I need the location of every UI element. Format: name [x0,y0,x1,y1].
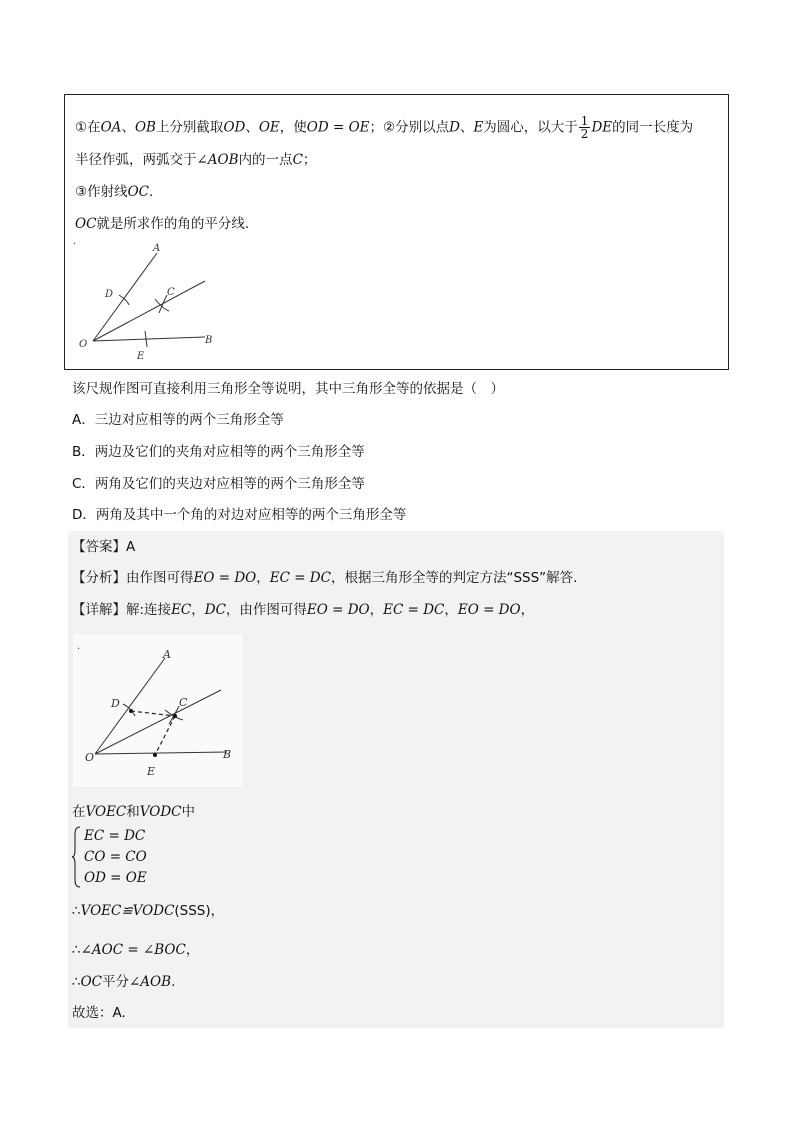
arc-C2 [159,295,167,313]
label-E: E [147,765,156,778]
math-DE: DE [591,119,613,136]
text-segment: ①在 [75,119,101,136]
text-segment: 半径作弧，两弧交于 [75,152,197,168]
math-triangle-OEC: VOEC [85,804,127,820]
text-segment: 平分 [102,974,129,990]
system-eq-2: CO = CO [84,849,147,865]
label-A: A [163,648,171,661]
conclusion-bisector [72,973,175,991]
math-equation: EC = DC [269,570,331,586]
label-E: E [137,351,145,362]
construction-box [64,94,729,370]
math-OA: OA [100,119,122,136]
step-line-3 [75,183,153,201]
answer-line [72,538,135,556]
left-brace-icon [72,826,82,888]
construction-figure [71,237,231,363]
text-segment: ；②分别以点 [369,119,450,136]
text-segment: ， [520,602,535,618]
text-segment: ， [369,602,384,618]
math-EC: EC [171,602,192,618]
text-segment: 内的一点 [238,152,293,168]
math-equation: EO = DO [306,602,370,618]
fraction-numerator: 1 [580,114,589,128]
text-segment: ， [444,602,458,618]
math-OC: OC [127,184,150,200]
label-O: O [79,339,88,350]
in-triangles-line [72,803,195,821]
step-line-1 [75,115,693,140]
text-segment: 上分别截取 [155,119,224,136]
math-OC: OC [80,974,102,990]
math-angle-AOB: ∠AOB [129,974,172,990]
text-segment: ； [302,152,317,168]
math-C: C [292,152,303,168]
fraction [579,115,591,140]
arc-D [123,704,135,716]
text-segment: ，根据三角形全等的判定方法“SSS”解答. [330,570,578,586]
solution-figure [72,633,244,788]
text-segment: . [149,184,154,200]
ray-OA [95,658,165,754]
math-E: E [473,119,484,136]
ray-OB [95,752,227,754]
text-segment: (SSS)， [174,903,225,919]
text-segment: 、 [459,119,474,136]
answer-value: A [126,539,136,555]
text-segment: ，由作图可得 [225,602,307,618]
text-segment: ， [185,942,200,958]
step-line-2 [75,151,316,169]
option-c[interactable]: C．两角及它们的夹边对应相等的两个三角形全等 [72,476,365,492]
text-segment: 由作图可得 [126,570,194,586]
math-angle-AOB: ∠AOB [196,152,239,168]
math-DC: DC [204,602,226,618]
step-line-4 [75,215,249,233]
math-equation: EO = DO [457,602,521,618]
label-B: B [205,335,213,346]
math-OC: OC [75,216,97,232]
figure-dot: · [73,239,77,250]
therefore-symbol: ∴ [72,942,81,958]
text-segment: ， [191,602,205,618]
ray-OA [93,253,157,341]
label-C: C [179,696,188,709]
conclusion-angles [72,941,199,959]
math-OB: OB [134,119,156,136]
figure-dot: · [77,644,81,655]
option-d[interactable]: D．两角及其中一个角的对边对应相等的两个三角形全等 [72,507,407,523]
text-segment: 在 [72,804,86,820]
therefore-symbol: ∴ [72,903,81,919]
analysis-label: 【分析】 [72,570,126,586]
label-A: A [153,243,161,254]
point-D [129,709,133,713]
text-segment: 的同一长度为 [612,119,694,136]
option-a[interactable]: A．三边对应相等的两个三角形全等 [72,412,284,428]
system-eq-3: OD = OE [84,870,147,886]
math-equation: OD = OE [306,119,370,136]
text-segment: 解:连接 [126,602,172,618]
ray-OB [93,337,205,341]
label-O: O [85,751,95,764]
text-segment: ， [256,570,270,586]
analysis-line [72,569,577,587]
label-D: D [111,697,120,710]
label-D: D [105,289,114,300]
point-C [173,714,177,718]
math-equation: EC = DC [383,602,445,618]
label-C: C [167,287,175,298]
segment-DC [131,711,175,716]
math-equation: EO = DO [193,570,257,586]
fraction-denominator: 2 [580,127,589,141]
text-segment: . [171,974,176,990]
text-segment: ③作射线 [75,184,128,200]
text-segment: ，使 [279,119,307,136]
math-OE: OE [258,119,280,136]
system-eq-1: EC = DC [84,828,146,844]
therefore-symbol: ∴ [72,974,81,990]
final-choice: 故选：A. [72,1005,126,1021]
answer-label: 【答案】 [72,539,126,555]
text-segment: 、 [245,119,259,136]
detail-line [72,601,534,619]
math-triangle-ODC: VODC [139,804,182,820]
text-segment: 为圆心，以大于 [483,119,578,136]
point-E [153,753,157,757]
detail-label: 【详解】 [72,602,126,618]
text-segment: 和 [126,804,140,820]
conclusion-congruent [72,902,224,920]
equation-system [72,826,152,888]
option-b[interactable]: B．两边及它们的夹角对应相等的两个三角形全等 [72,444,365,460]
math-angle-equation: ∠AOC = ∠BOC [80,942,186,958]
question-stem: 该尺规作图可直接利用三角形全等说明，其中三角形全等的依据是（ ） [72,381,504,397]
math-OD: OD [223,119,246,136]
solution-figure-svg [73,634,243,787]
text-segment: 、 [121,119,135,136]
label-B: B [223,748,232,761]
math-congruence: VOEC≌VODC [80,903,175,919]
math-D: D [449,119,460,136]
text-segment: 就是所求作的角的平分线. [96,216,250,232]
text-segment: 中 [181,804,195,820]
